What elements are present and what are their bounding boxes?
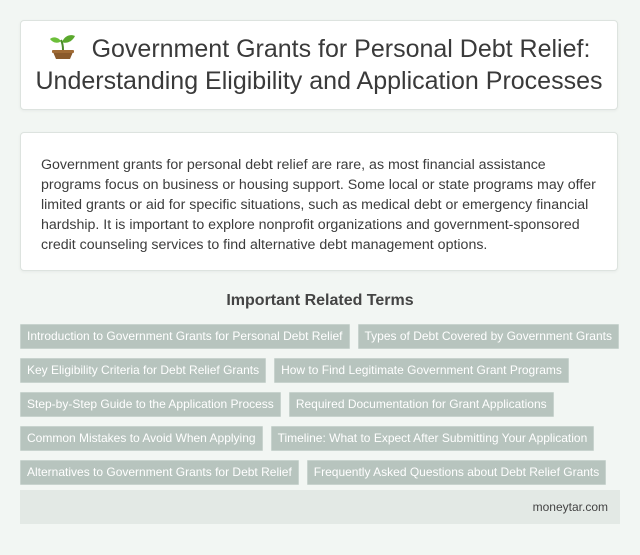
term-tag[interactable]: Introduction to Government Grants for Personal Debt Relief (20, 324, 350, 349)
term-tag[interactable]: Types of Debt Covered by Government Grants (358, 324, 619, 349)
related-terms-list (20, 324, 624, 485)
page-title-text: Government Grants for Personal Debt Relief: Understanding Eligibility and Application Processes (35, 35, 603, 95)
term-tag[interactable]: Alternatives to Government Grants for Debt Relief (20, 460, 299, 485)
site-name[interactable]: moneytar.com (532, 500, 608, 514)
term-tag[interactable]: Step-by-Step Guide to the Application Process (20, 392, 281, 417)
summary-card (20, 132, 618, 271)
related-terms-heading: Important Related Terms (226, 292, 414, 309)
sprout-icon (48, 34, 78, 60)
summary-text: Government grants for personal debt relief are rare, as most financial assistance programs focus on business or housing support. Some local or state programs may offer limited grants or aid for specific situations, such as medical debt or emergency financial hardship. It is important to explore nonprofit organizations and government-sponsored credit counseling services to find alternative debt management options. (41, 157, 596, 253)
term-tag[interactable]: How to Find Legitimate Government Grant Programs (274, 358, 569, 383)
term-tag[interactable]: Required Documentation for Grant Applications (289, 392, 554, 417)
title-card (20, 20, 618, 110)
term-tag[interactable]: Key Eligibility Criteria for Debt Relief Grants (20, 358, 266, 383)
term-tag[interactable]: Timeline: What to Expect After Submitting Your Application (271, 426, 595, 451)
page-title (21, 33, 617, 97)
term-tag[interactable]: Common Mistakes to Avoid When Applying (20, 426, 263, 451)
term-tag[interactable]: Frequently Asked Questions about Debt Relief Grants (307, 460, 607, 485)
footer (20, 490, 620, 524)
